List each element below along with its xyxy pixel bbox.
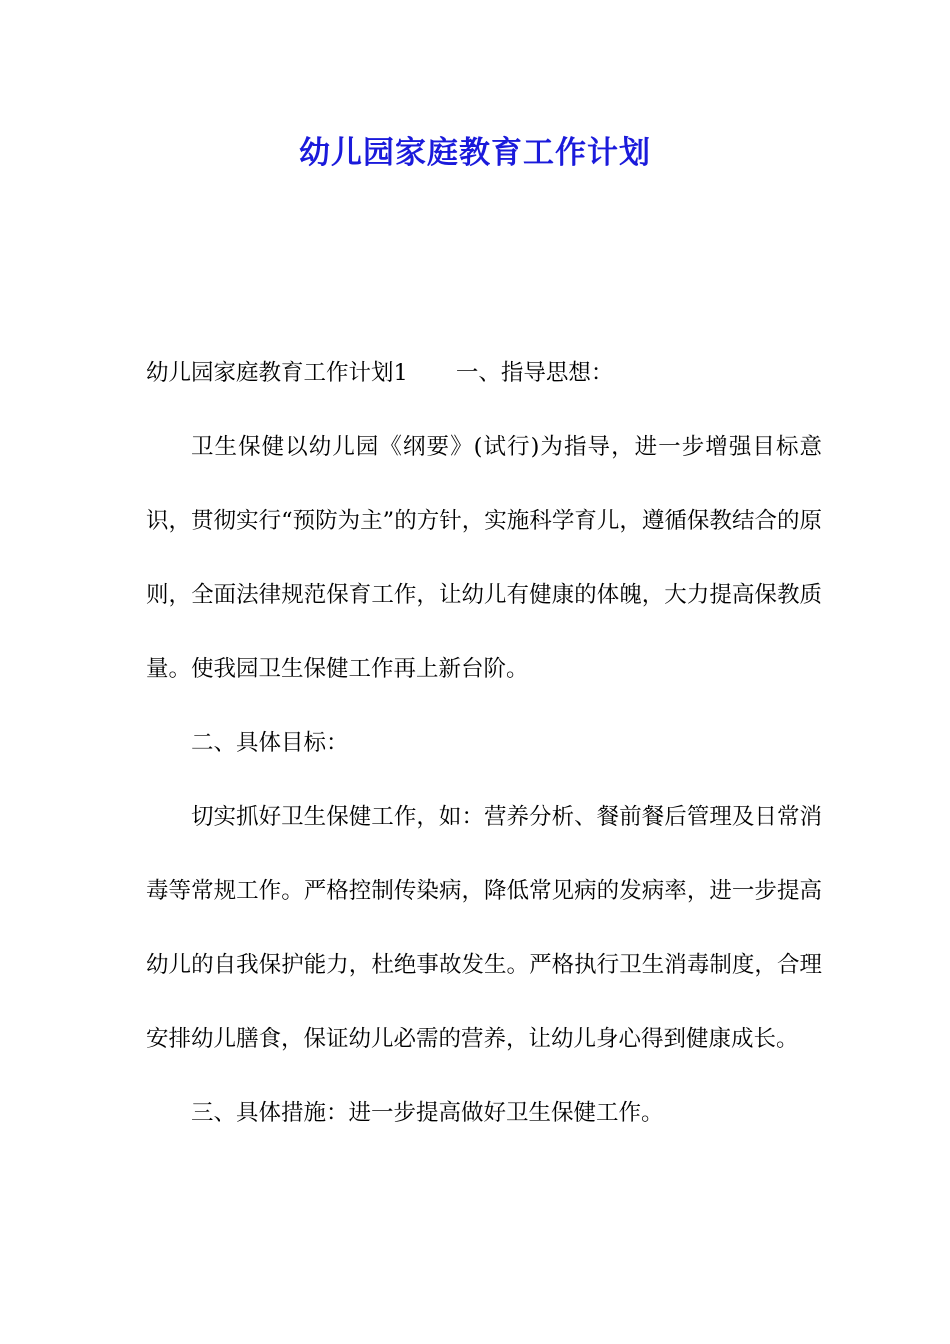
section-heading-specific-goals: 二、具体目标： bbox=[191, 730, 349, 756]
paragraph-specific-goals: 切实抓好卫生保健工作，如：营养分析、餐前餐后管理及日常消毒等常规工作。严格控制传染病，降低常见病的发病率，进一步提高幼儿的自我保护能力，杜绝事故发生。严格执行卫生消毒制度，合理安排幼儿膳食，保证幼儿必需的营养，让幼儿身心得到健康成长。 bbox=[146, 804, 822, 1052]
section-heading-specific-measures: 三、具体措施：进一步提高做好卫生保健工作。 bbox=[191, 1100, 664, 1126]
paragraph-intro bbox=[146, 336, 822, 410]
section-heading-guiding-thought: 一、指导思想： bbox=[455, 360, 614, 386]
document-title: 幼儿园家庭教育工作计划 bbox=[299, 135, 651, 171]
document-body bbox=[146, 336, 822, 1150]
plan-heading: 幼儿园家庭教育工作计划1 bbox=[146, 360, 408, 386]
paragraph-guiding-thought: 卫生保健以幼儿园《纲要》(试行)为指导，进一步增强目标意识，贯彻实行“预防为主”的方针，实施科学育儿，遵循保教结合的原则，全面法律规范保育工作，让幼儿有健康的体魄，大力提高保教质量。使我园卫生保健工作再上新台阶。 bbox=[146, 434, 822, 682]
